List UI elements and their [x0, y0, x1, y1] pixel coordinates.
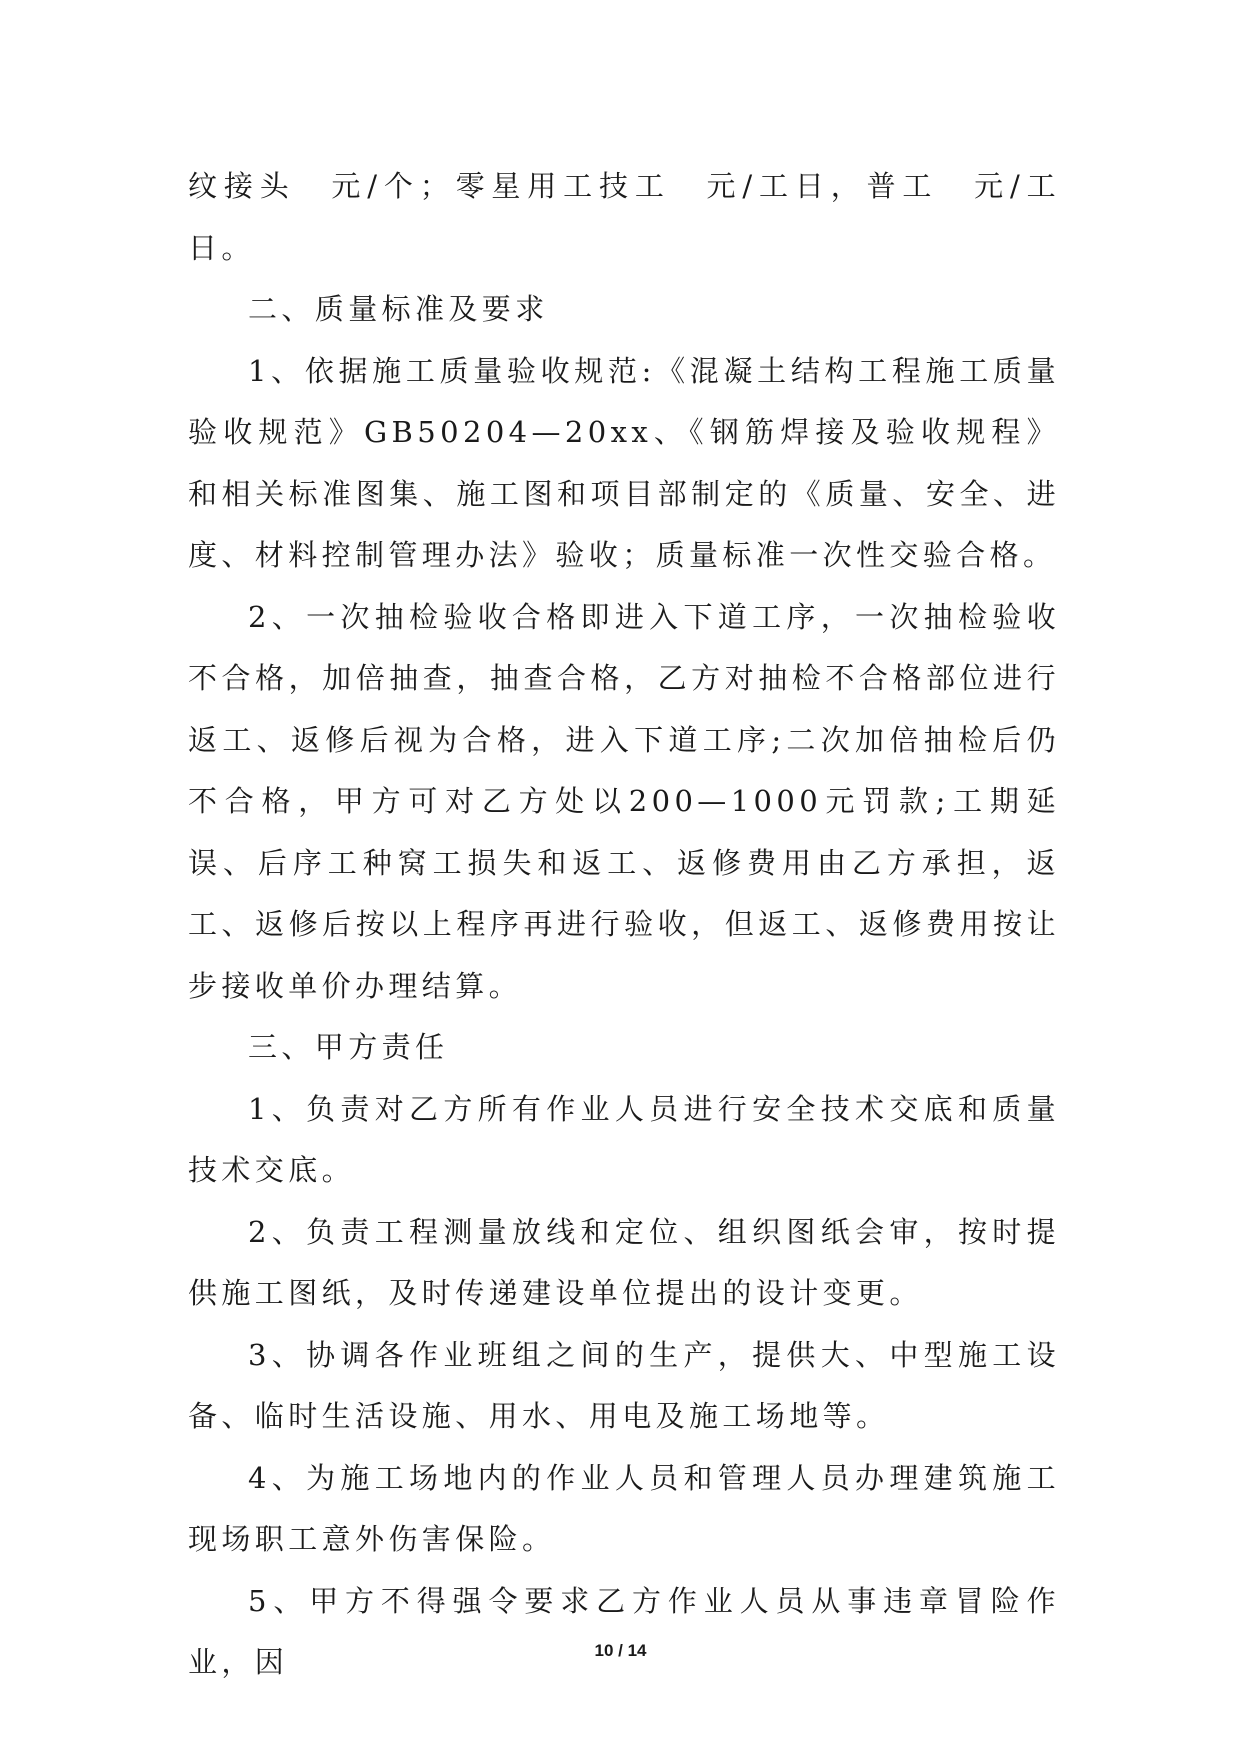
paragraph-9: 5、甲方不得强令要求乙方作业人员从事违章冒险作业，因: [188, 1583, 1060, 1679]
paragraph-4: 三、甲方责任: [248, 1030, 449, 1064]
paragraph-0: 纹接头 元/个；零星用工技工 元/工日，普工 元/工日。: [188, 169, 1060, 265]
paragraph-6: 2、负责工程测量放线和定位、组织图纸会审，按时提供施工图纸，及时传递建设单位提出的设计变更。: [188, 1214, 1060, 1310]
paragraph-7: 3、协调各作业班组之间的生产，提供大、中型施工设备、临时生活设施、用水、用电及施工场地等。: [188, 1337, 1060, 1433]
paragraph-8: 4、为施工场地内的作业人员和管理人员办理建筑施工现场职工意外伤害保险。: [188, 1460, 1060, 1556]
paragraph-3: 2、一次抽检验收合格即进入下道工序，一次抽检验收不合格，加倍抽查，抽查合格，乙方对抽检不合格部位进行返工、返修后视为合格，进入下道工序;二次加倍抽检后仍不合格，甲方可对乙方处以200—1000元罚款;工期延误、后序工种窝工损失和返工、返修费用由乙方承担，返工、返修后按以上程序再进行验收，但返工、返修费用按让步接收单价办理结算。: [188, 599, 1060, 1003]
paragraph-5: 1、负责对乙方所有作业人员进行安全技术交底和质量技术交底。: [188, 1091, 1060, 1187]
page-content: [188, 156, 1060, 1694]
paragraph-1: 二、质量标准及要求: [248, 292, 549, 326]
page-number: 10 / 14: [594, 1641, 647, 1660]
paragraph-2: 1、依据施工质量验收规范:《混凝土结构工程施工质量验收规范》GB50204—20xx、《钢筋焊接及验收规程》和相关标准图集、施工图和项目部制定的《质量、安全、进度、材料控制管理办法》验收；质量标准一次性交验合格。: [188, 353, 1060, 572]
